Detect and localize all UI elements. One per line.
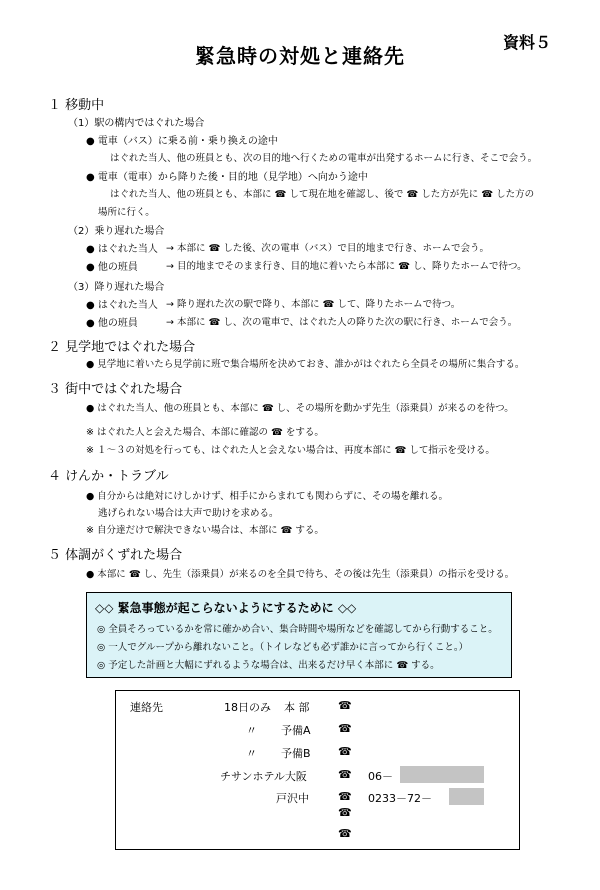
prevention-item-3: ◎ 予定した計画と大幅にずれるような場合は、出来るだけ早く本部に ☎ する。 xyxy=(97,660,440,671)
page-title: 緊急時の対処と連絡先 xyxy=(195,44,405,68)
contact-prefix: 18日のみ xyxy=(224,701,271,714)
text-1-1-b-line1: はぐれた当人、他の班員とも、本部に ☎ して現在地を確認し、後で ☎ した方が先に ☎ した方の xyxy=(110,189,535,200)
section-1-1-label: （1）駅の構内ではぐれた場合 xyxy=(68,118,205,129)
phone-icon: ☎ xyxy=(338,827,352,840)
phone-icon: ☎ xyxy=(338,768,352,781)
section-1-2-label: （2）乗り遅れた場合 xyxy=(68,226,165,237)
text-1-1-a: はぐれた当人、他の班員とも、次の目的地へ行くための電車が出発するホームに行き、そこで会う。 xyxy=(110,153,538,164)
bullet-5: ● 本部に ☎ し、先生（添乗員）が来るのを全員で待ち、その後は先生（添乗員）の指示を受ける。 xyxy=(86,569,515,580)
prevention-item-2: ◎ 一人でグループから離れないこと。（トイレなども必ず誰かに言ってから行くこと。） xyxy=(97,642,469,653)
note-3-2: ※ １～３の対処を行っても、はぐれた人と会えない場合は、再度本部に ☎ して指示を受ける。 xyxy=(86,445,495,456)
section-5-heading: ５ 体調がくずれた場合 xyxy=(48,548,183,563)
contact-name: 予備A xyxy=(281,724,311,737)
phone-icon: ☎ xyxy=(338,790,352,803)
prevention-heading: ◇◇ 緊急事態が起こらないようにするために ◇◇ xyxy=(95,601,357,615)
bullet-1-1-b: ● 電車（電車）から降りた後・目的地（見学地）へ向かう途中 xyxy=(86,172,368,183)
note-3-1: ※ はぐれた人と会えた場合、本部に確認の ☎ をする。 xyxy=(86,427,324,438)
section-2-heading: ２ 見学地ではぐれた場合 xyxy=(48,340,196,355)
phone-number: 06－ xyxy=(368,770,393,783)
phone-number: 0233－72－ xyxy=(368,792,432,805)
document-number: 資料５ xyxy=(503,33,552,52)
section-1-3-label: （3）降り遅れた場合 xyxy=(68,282,165,293)
text-1-1-b-line2: 場所に行く。 xyxy=(98,207,155,218)
note-4: ※ 自分達だけで解決できない場合は、本部に ☎ する。 xyxy=(86,525,324,536)
contact-prefix: 〃 xyxy=(246,724,257,737)
bullet-1-2-a-who: ● はぐれた当人 xyxy=(86,244,158,255)
prevention-box xyxy=(86,592,512,678)
section-3-heading: ３ 街中ではぐれた場合 xyxy=(48,382,183,397)
bullet-1-3-a-who: ● はぐれた当人 xyxy=(86,300,158,311)
bullet-1-2-b-who: ● 他の班員 xyxy=(86,262,138,273)
contact-name: 戸沢中 xyxy=(276,792,309,805)
section-1-heading: １ 移動中 xyxy=(48,98,105,113)
section-4-heading: ４ けんか・トラブル xyxy=(48,469,169,484)
prevention-item-1: ◎ 全員そろっているかを常に確かめ合い、集合時間や場所などを確認してから行動すること。 xyxy=(97,624,498,635)
contact-name: 本 部 xyxy=(284,701,310,714)
phone-icon: ☎ xyxy=(338,722,352,735)
bullet-1-3-b-text: → 本部に ☎ し、次の電車で、はぐれた人の降りた次の駅に行き、ホームで会う。 xyxy=(166,317,518,328)
phone-icon: ☎ xyxy=(338,745,352,758)
phone-icon: ☎ xyxy=(338,806,352,819)
bullet-1-1-a: ● 電車（バス）に乗る前・乗り換えの途中 xyxy=(86,136,278,147)
contact-name: 予備B xyxy=(281,747,311,760)
redacted-number xyxy=(400,766,484,783)
redacted-number xyxy=(449,788,484,805)
bullet-1-2-a-text: → 本部に ☎ した後、次の電車（バス）で目的地まで行き、ホームで会う。 xyxy=(166,243,489,254)
bullet-1-2-b-text: → 目的地までそのまま行き、目的地に着いたら本部に ☎ し、降りたホームで待つ。 xyxy=(166,261,527,272)
contacts-box xyxy=(115,690,520,850)
contacts-label: 連絡先 xyxy=(130,701,163,714)
text-4: 逃げられない場合は大声で助けを求める。 xyxy=(98,508,279,519)
bullet-4: ● 自分からは絶対にけしかけず、相手にからまれても関わらずに、その場を離れる。 xyxy=(86,491,449,502)
contact-prefix: 〃 xyxy=(246,747,257,760)
contact-name: チサンホテル大阪 xyxy=(220,770,307,783)
bullet-1-3-a-text: → 降り遅れた次の駅で降り、本部に ☎ して、降りたホームで待つ。 xyxy=(166,299,461,310)
bullet-3: ● はぐれた当人、他の班員とも、本部に ☎ し、その場所を動かず先生（添乗員）が来るのを待つ。 xyxy=(86,403,514,414)
bullet-2: ● 見学地に着いたら見学前に班で集合場所を決めておき、誰かがはぐれたら全員その場所に集合する。 xyxy=(86,359,525,370)
phone-icon: ☎ xyxy=(338,699,352,712)
bullet-1-3-b-who: ● 他の班員 xyxy=(86,318,138,329)
